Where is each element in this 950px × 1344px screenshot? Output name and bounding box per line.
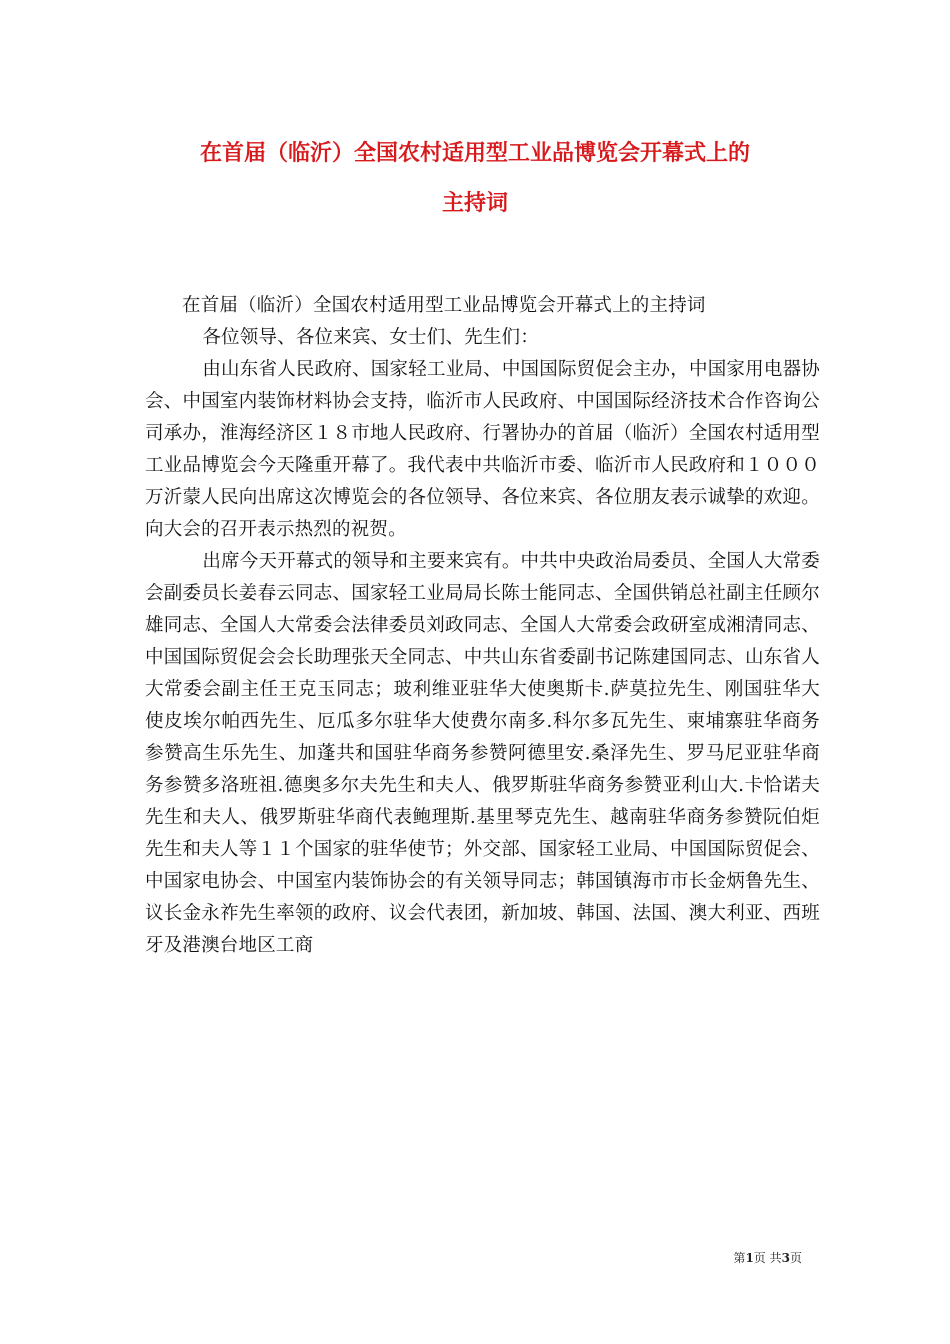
page-number: 第1页 共3页 xyxy=(733,1251,802,1265)
title-line-1: 在首届（临沂）全国农村适用型工业品博览会开幕式上的 xyxy=(199,140,750,166)
current-page: 1 xyxy=(745,1251,754,1265)
paragraph-guests: 出席今天开幕式的领导和主要来宾有。中共中央政治局委员、全国人大常委会副委员长姜春云同志、国家轻工业局局长陈士能同志、全国供销总社副主任顾尔雄同志、全国人大常委会法律委员刘政同志、全国人大常委会政研室成湘清同志、中国国际贸促会会长助理张天全同志、中共山东省委副书记陈建国同志、山东省人大常委会副主任王克玉同志；玻利维亚驻华大使奥斯卡.萨莫拉先生、刚国驻华大使皮埃尔帕西先生、厄瓜多尔驻华大使费尔南多.科尔多瓦先生、柬埔寨驻华商务参赞高生乐先生、加蓬共和国驻华商务参赞阿德里安.桑泽先生、罗马尼亚驻华商务参赞多洛班祖.德奥多尔夫先生和夫人、俄罗斯驻华商务参赞亚利山大.卡恰诺夫先生和夫人、俄罗斯驻华商代表鲍理斯.基里琴克先生、越南驻华商务参赞阮伯炬先生和夫人等１１个国家的驻华使节；外交部、国家轻工业局、中国国际贸促会、中国家电协会、中国室内装饰协会的有关领导同志；韩国镇海市市长金炳鲁先生、议长金永祚先生率领的政府、议会代表团，新加坡、韩国、法国、澳大利亚、西班牙及港澳台地区工商 xyxy=(145,551,820,956)
paragraph-greeting: 各位领导、各位来宾、女士们、先生们： xyxy=(202,327,539,348)
title-line-2: 主持词 xyxy=(441,190,508,216)
document-title xyxy=(120,128,830,228)
paragraph-opening: 由山东省人民政府、国家轻工业局、中国国际贸促会主办，中国家用电器协会、中国室内装饰材料协会支持，临沂市人民政府、中国国际经济技术合作咨询公司承办，淮海经济区１８市地人民政府、行署协办的首届（临沂）全国农村适用型工业品博览会今天隆重开幕了。我代表中共临沂市委、临沂市人民政府和１０００万沂蒙人民向出席这次博览会的各位领导、各位来宾、各位朋友表示诚挚的欢迎。向大会的召开表示热烈的祝贺。 xyxy=(145,359,820,540)
total-pages: 3 xyxy=(781,1251,790,1265)
paragraph-heading: 在首届（临沂）全国农村适用型工业品博览会开幕式上的主持词 xyxy=(182,295,706,316)
document-body xyxy=(145,290,820,962)
